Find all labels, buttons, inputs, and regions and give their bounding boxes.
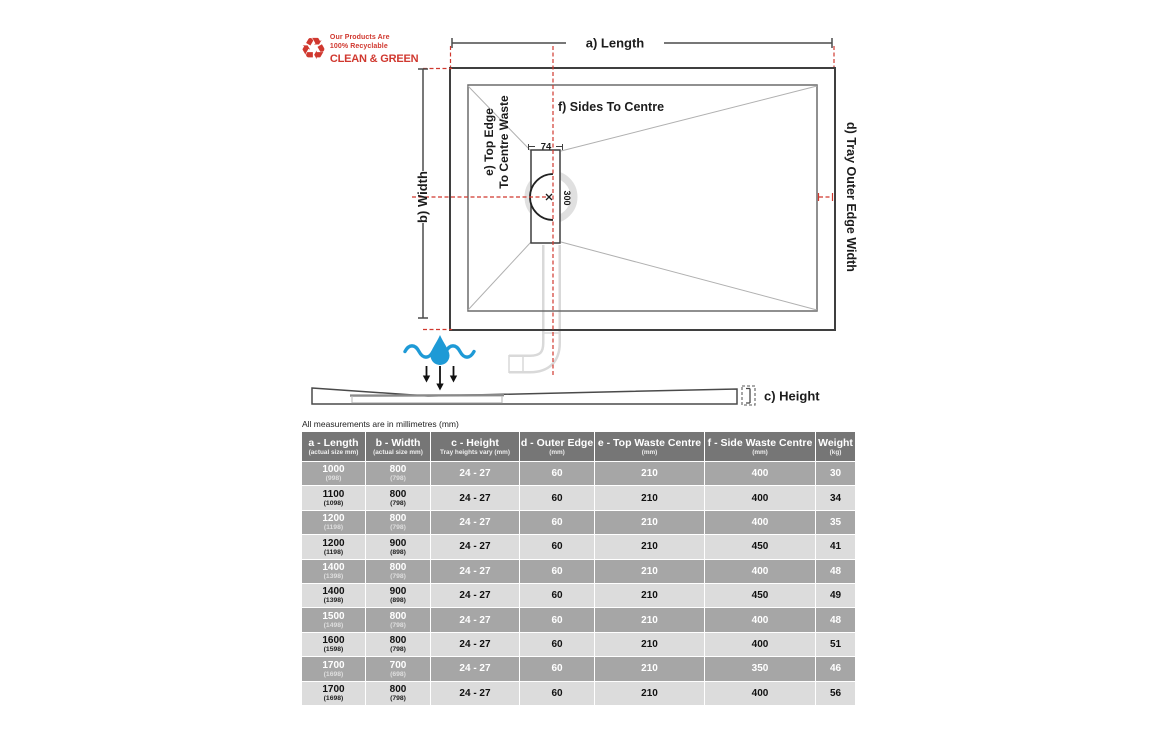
table-cell: 1000 (998) xyxy=(302,462,365,485)
table-row xyxy=(302,633,858,656)
table-cell: 24 - 27 xyxy=(431,608,519,631)
table-cell: 350 xyxy=(705,657,815,680)
table-cell: 60 xyxy=(520,535,594,558)
table-row xyxy=(302,608,858,631)
table-cell: 1400 (1398) xyxy=(302,584,365,607)
table-row xyxy=(302,486,858,509)
header-side-waste-centre: f - Side Waste Centre (mm) xyxy=(705,432,815,461)
table-cell: 60 xyxy=(520,462,594,485)
outer-edge-label: d) Tray Outer Edge Width xyxy=(844,122,858,272)
top-edge-label-line2: To Centre Waste xyxy=(497,95,511,189)
table-cell: 46 xyxy=(816,657,855,680)
table-cell: 60 xyxy=(520,608,594,631)
table-cell: 400 xyxy=(705,511,815,534)
table-cell: 450 xyxy=(705,535,815,558)
water-flow-icon xyxy=(405,335,474,391)
water-wave-left-icon xyxy=(405,346,433,357)
table-cell: 60 xyxy=(520,657,594,680)
table-cell: 800 (798) xyxy=(366,511,430,534)
width-label: b) Width xyxy=(415,171,430,223)
table-cell: 1100 (1098) xyxy=(302,486,365,509)
table-cell: 41 xyxy=(816,535,855,558)
table-header-row xyxy=(302,432,858,461)
table-row xyxy=(302,682,858,705)
table-cell: 210 xyxy=(595,682,704,705)
table-cell: 24 - 27 xyxy=(431,486,519,509)
table-cell: 400 xyxy=(705,486,815,509)
table-cell: 210 xyxy=(595,486,704,509)
table-cell: 210 xyxy=(595,462,704,485)
table-cell: 35 xyxy=(816,511,855,534)
table-cell: 60 xyxy=(520,682,594,705)
table-cell: 700 (698) xyxy=(366,657,430,680)
logo-line2: 100% Recyclable xyxy=(329,42,388,50)
down-arrow-icon xyxy=(427,366,454,385)
table-row xyxy=(302,511,858,534)
header-length: a - Length (actual size mm) xyxy=(302,432,365,461)
table-cell: 800 (798) xyxy=(366,682,430,705)
top-edge-label-line1: e) Top Edge xyxy=(482,108,496,176)
table-cell: 24 - 27 xyxy=(431,535,519,558)
table-row xyxy=(302,535,858,558)
table-cell: 210 xyxy=(595,560,704,583)
table-cell: 60 xyxy=(520,486,594,509)
table-cell: 400 xyxy=(705,633,815,656)
table-cell: 800 (798) xyxy=(366,462,430,485)
waste-width-dim: 74 xyxy=(540,141,552,153)
length-label: a) Length xyxy=(585,35,645,51)
header-top-waste-centre: e - Top Waste Centre (mm) xyxy=(595,432,704,461)
table-cell: 24 - 27 xyxy=(431,657,519,680)
header-outer-edge: d - Outer Edge (mm) xyxy=(520,432,594,461)
table-cell: 800 (798) xyxy=(366,560,430,583)
side-view-profile xyxy=(312,388,737,404)
height-label: c) Height xyxy=(764,388,820,404)
dimension-note: All measurements are in millimetres (mm) xyxy=(302,419,459,429)
table-cell: 60 xyxy=(520,633,594,656)
spec-table xyxy=(302,432,858,705)
table-cell: 48 xyxy=(816,608,855,631)
table-cell: 30 xyxy=(816,462,855,485)
table-cell: 1500 (1498) xyxy=(302,608,365,631)
table-cell: 210 xyxy=(595,633,704,656)
table-cell: 60 xyxy=(520,560,594,583)
logo-line1: Our Products Are xyxy=(329,34,390,41)
table-cell: 48 xyxy=(816,560,855,583)
table-cell: 24 - 27 xyxy=(431,511,519,534)
table-cell: 900 (898) xyxy=(366,535,430,558)
table-cell: 210 xyxy=(595,584,704,607)
waste-height-dim: 300 xyxy=(562,190,572,206)
table-body xyxy=(302,462,858,705)
table-cell: 1700 (1698) xyxy=(302,657,365,680)
height-dimension xyxy=(742,386,755,405)
table-cell: 24 - 27 xyxy=(431,633,519,656)
water-wave-right-icon xyxy=(446,346,474,357)
table-cell: 800 (798) xyxy=(366,486,430,509)
table-cell: 400 xyxy=(705,462,815,485)
table-cell: 1700 (1698) xyxy=(302,682,365,705)
header-weight: Weight (kg) xyxy=(816,432,855,461)
table-cell: 60 xyxy=(520,511,594,534)
table-cell: 24 - 27 xyxy=(431,682,519,705)
centre-guide-lines xyxy=(412,46,834,375)
table-cell: 24 - 27 xyxy=(431,462,519,485)
table-cell: 1400 (1398) xyxy=(302,560,365,583)
table-cell: 24 - 27 xyxy=(431,560,519,583)
table-row xyxy=(302,584,858,607)
sides-label: f) Sides To Centre xyxy=(558,100,665,114)
table-cell: 56 xyxy=(816,682,855,705)
table-cell: 400 xyxy=(705,608,815,631)
recycle-icon: ♻ xyxy=(300,33,327,67)
table-cell: 800 (798) xyxy=(366,633,430,656)
table-row xyxy=(302,657,858,680)
table-cell: 60 xyxy=(520,584,594,607)
table-cell: 51 xyxy=(816,633,855,656)
table-row xyxy=(302,462,858,485)
table-cell: 210 xyxy=(595,657,704,680)
table-row xyxy=(302,560,858,583)
table-cell: 450 xyxy=(705,584,815,607)
water-drop-icon xyxy=(431,335,450,365)
table-cell: 1200 (1198) xyxy=(302,535,365,558)
table-cell: 210 xyxy=(595,608,704,631)
logo-line3: CLEAN & GREEN xyxy=(329,52,419,65)
table-cell: 1600 (1598) xyxy=(302,633,365,656)
table-cell: 49 xyxy=(816,584,855,607)
table-cell: 1200 (1198) xyxy=(302,511,365,534)
table-cell: 24 - 27 xyxy=(431,584,519,607)
table-cell: 210 xyxy=(595,511,704,534)
table-cell: 400 xyxy=(705,560,815,583)
table-cell: 400 xyxy=(705,682,815,705)
table-cell: 34 xyxy=(816,486,855,509)
table-cell: 900 (898) xyxy=(366,584,430,607)
table-cell: 210 xyxy=(595,535,704,558)
header-height: c - Height Tray heights vary (mm) xyxy=(431,432,519,461)
table-cell: 800 (798) xyxy=(366,608,430,631)
header-width: b - Width (actual size mm) xyxy=(366,432,430,461)
